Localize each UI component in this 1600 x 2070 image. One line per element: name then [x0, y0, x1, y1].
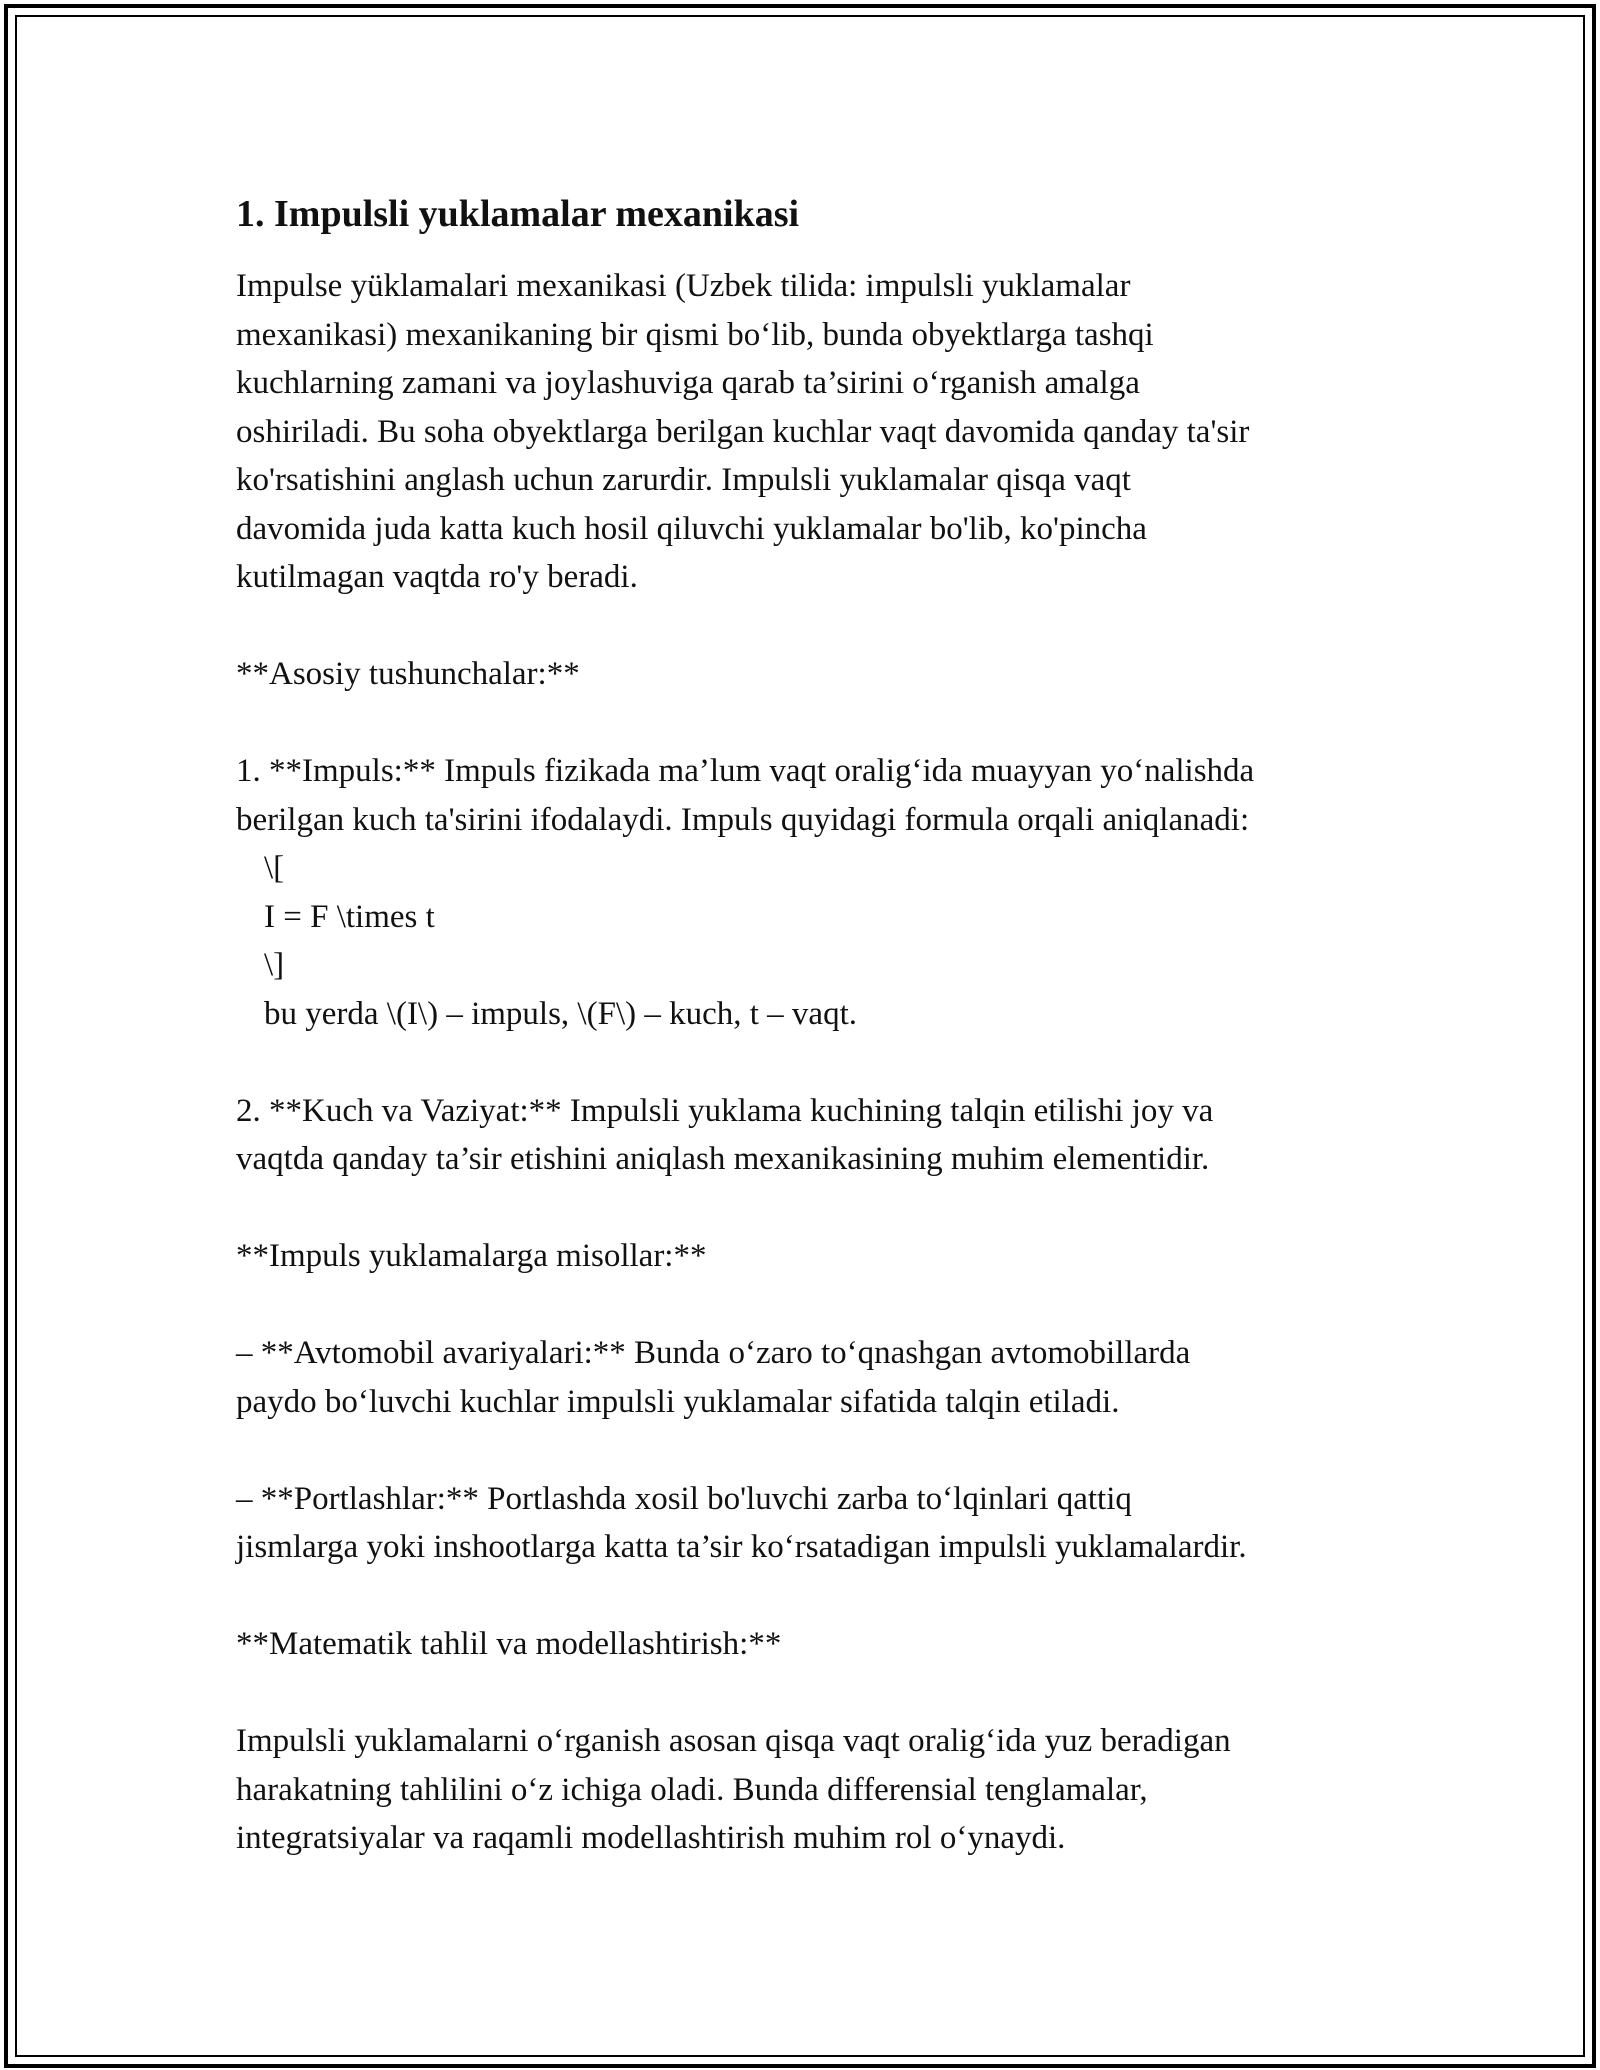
document-title: 1. Impulsli yuklamalar mexanikasi	[236, 193, 800, 235]
concepts-heading: **Asosiy tushunchalar:**	[236, 656, 580, 692]
analysis-paragraph	[236, 1717, 1376, 1863]
text-line: 2. **Kuch va Vaziyat:** Impulsli yuklama kuchining talqin etilishi joy va	[236, 1092, 1214, 1129]
examples-heading: **Impuls yuklamalarga misollar:**	[236, 1238, 707, 1274]
formula-open: \[	[264, 850, 285, 886]
spacer	[236, 1426, 1376, 1475]
text-line: 1. **Impuls:** Impuls fizikada ma’lum vaqt oralig‘ida muayyan yo‘nalishda	[236, 753, 1255, 789]
text-line: paydo bo‘luvchi kuchlar impulsli yuklamalar sifatida talqin etiladi.	[236, 1383, 1120, 1420]
spacer	[236, 1281, 1376, 1330]
text-line: ko'rsatishini anglash uchun zarurdir. Impulsli yuklamalar qisqa vaqt	[236, 462, 1131, 498]
text-line: Impulsli yuklamalarni o‘rganish asosan qisqa vaqt oralig‘ida yuz beradigan	[236, 1723, 1231, 1759]
intro-paragraph	[236, 262, 1376, 602]
text-line: vaqtda qanday ta’sir etishini aniqlash mexanikasining muhim elementidir.	[236, 1141, 1210, 1177]
spacer	[236, 1669, 1376, 1718]
analysis-heading: **Matematik tahlil va modellashtirish:**	[236, 1626, 782, 1662]
text-line: kuchlarning zamani va joylashuviga qarab ta’sirini o‘rganish amalga	[236, 365, 1140, 401]
text-line: Impulse yüklamalari mexanikasi (Uzbek tilida: impulsli yuklamalar	[236, 268, 1131, 304]
concept-item-impuls	[236, 747, 1376, 1038]
text-line: – **Avtomobil avariyalari:** Bunda o‘zaro to‘qnashgan avtomobillarda	[236, 1335, 1191, 1371]
formula-close: \]	[264, 947, 285, 983]
spacer	[236, 1184, 1376, 1233]
text-line: davomida juda katta kuch hosil qiluvchi yuklamalar bo'lib, ko'pincha	[236, 510, 1147, 547]
spacer	[236, 1038, 1376, 1087]
spacer	[236, 1572, 1376, 1621]
text-line: oshiriladi. Bu soha obyektlarga berilgan kuchlar vaqt davomida qanday ta'sir	[236, 413, 1250, 450]
text-line: harakatning tahlilini o‘z ichiga oladi. Bunda differensial tenglamalar,	[236, 1771, 1148, 1808]
text-line: jismlarga yoki inshootlarga katta ta’sir ko‘rsatadigan impulsli yuklamalardir.	[236, 1529, 1247, 1565]
spacer	[236, 699, 1376, 748]
text-line: integratsiyalar va raqamli modellashtirish muhim rol o‘ynaydi.	[236, 1820, 1066, 1856]
example-portlashlar	[236, 1475, 1376, 1572]
text-line: mexanikasi) mexanikaning bir qismi bo‘lib, bunda obyektlarga tashqi	[236, 316, 1154, 353]
document-body	[236, 190, 1376, 1863]
concept-item-kuch-va-vaziyat	[236, 1087, 1376, 1184]
formula-expression: I = F \times t	[264, 898, 435, 935]
spacer	[236, 602, 1376, 651]
formula-legend: bu yerda \(I\) – impuls, \(F\) – kuch, t – vaqt.	[264, 995, 857, 1032]
example-avtomobil-avariyalari	[236, 1329, 1376, 1426]
text-line: kutilmagan vaqtda ro'y beradi.	[236, 559, 638, 595]
text-line: berilgan kuch ta'sirini ifodalaydi. Impuls quyidagi formula orqali aniqlanadi:	[236, 801, 1250, 838]
text-line: – **Portlashlar:** Portlashda xosil bo'luvchi zarba to‘lqinlari qattiq	[236, 1480, 1132, 1517]
